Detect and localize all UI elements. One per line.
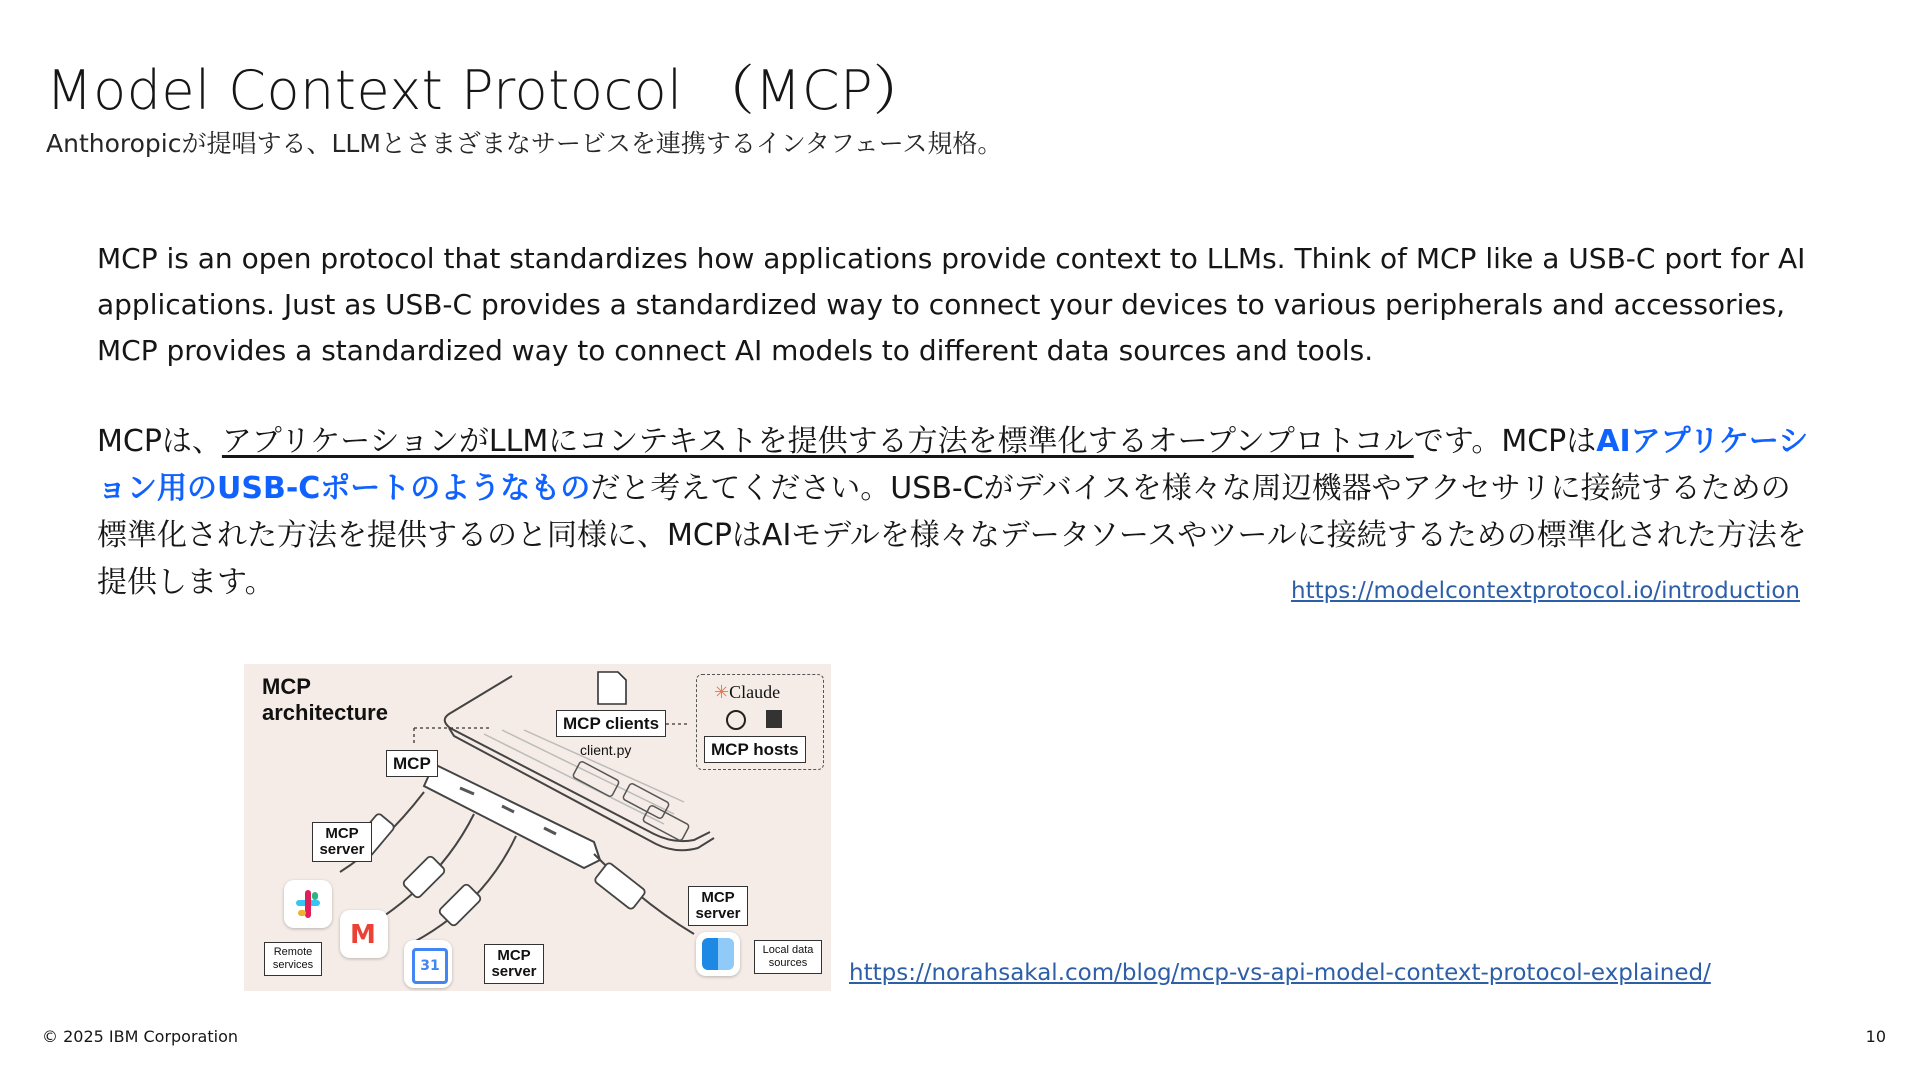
ja-underlined-text: アプリケーションがLLMにコンテキストを提供する方法を標準化するオープンプロトコル (221, 424, 1414, 459)
footer-copyright: © 2025 IBM Corporation (42, 1027, 238, 1046)
remote-services-box: Remote services (264, 942, 322, 976)
slide-title: Model Context Protocol （MCP） (46, 59, 928, 122)
blog-link[interactable]: https://norahsakal.com/blog/mcp-vs-api-model-context-protocol-explained/ (849, 960, 1711, 986)
ja-highlight-text: AIアプリケーション用のUSB-Cポートのようなもの (97, 424, 1809, 506)
slack-icon (284, 880, 332, 928)
page-number: 10 (1865, 1027, 1886, 1046)
intro-link[interactable]: https://modelcontextprotocol.io/introduction (1291, 578, 1800, 604)
english-description: MCP is an open protocol that standardizes how applications provide context to LLMs. Think of MCP like a USB-C port for AI applications. Just as USB-C provides a standardized way to connect your devices to various peripherals and accessories, MCP provides a standardized way to connect AI models to different data sources and tools. (97, 242, 1806, 367)
calendar-day: 31 (412, 948, 448, 984)
claude-text: Claude (729, 682, 781, 702)
claude-icon: ✳ (714, 682, 730, 702)
mcp-box: MCP (386, 750, 438, 777)
mcp-architecture-diagram (244, 664, 831, 991)
mcp-hosts-box: MCP hosts (704, 736, 806, 763)
client-file-label: client.py (580, 742, 632, 758)
mcp-server-box-3: MCP server (484, 944, 544, 984)
local-data-sources-box: Local data sources (754, 940, 822, 974)
slide-subtitle: Anthoropicが提唱する、LLMとさまざまなサービスを連携するインタフェース規格。 (46, 129, 1003, 158)
mcp-server-box-2: MCP server (688, 886, 748, 926)
ja-text-5: だと考えてください。USB-Cがデバイスを様々な周辺機器やアクセサリに接続するための標準化された方法を提供するのと同様に、MCPはAIモデルを様々なデータソースやツールに接続するための標準化された方法を提供します。 (97, 471, 1807, 600)
mcp-clients-box: MCP clients (556, 710, 666, 737)
mcp-server-box-1: MCP server (312, 822, 372, 862)
ja-text-3: です。MCPは (1413, 424, 1597, 459)
gmail-icon: M (340, 910, 388, 958)
google-calendar-icon (404, 940, 452, 988)
finder-icon (696, 932, 740, 976)
claude-label (714, 682, 780, 703)
diagram-title: MCP architecture (262, 674, 388, 725)
ja-text-1: MCPは、 (97, 424, 222, 459)
